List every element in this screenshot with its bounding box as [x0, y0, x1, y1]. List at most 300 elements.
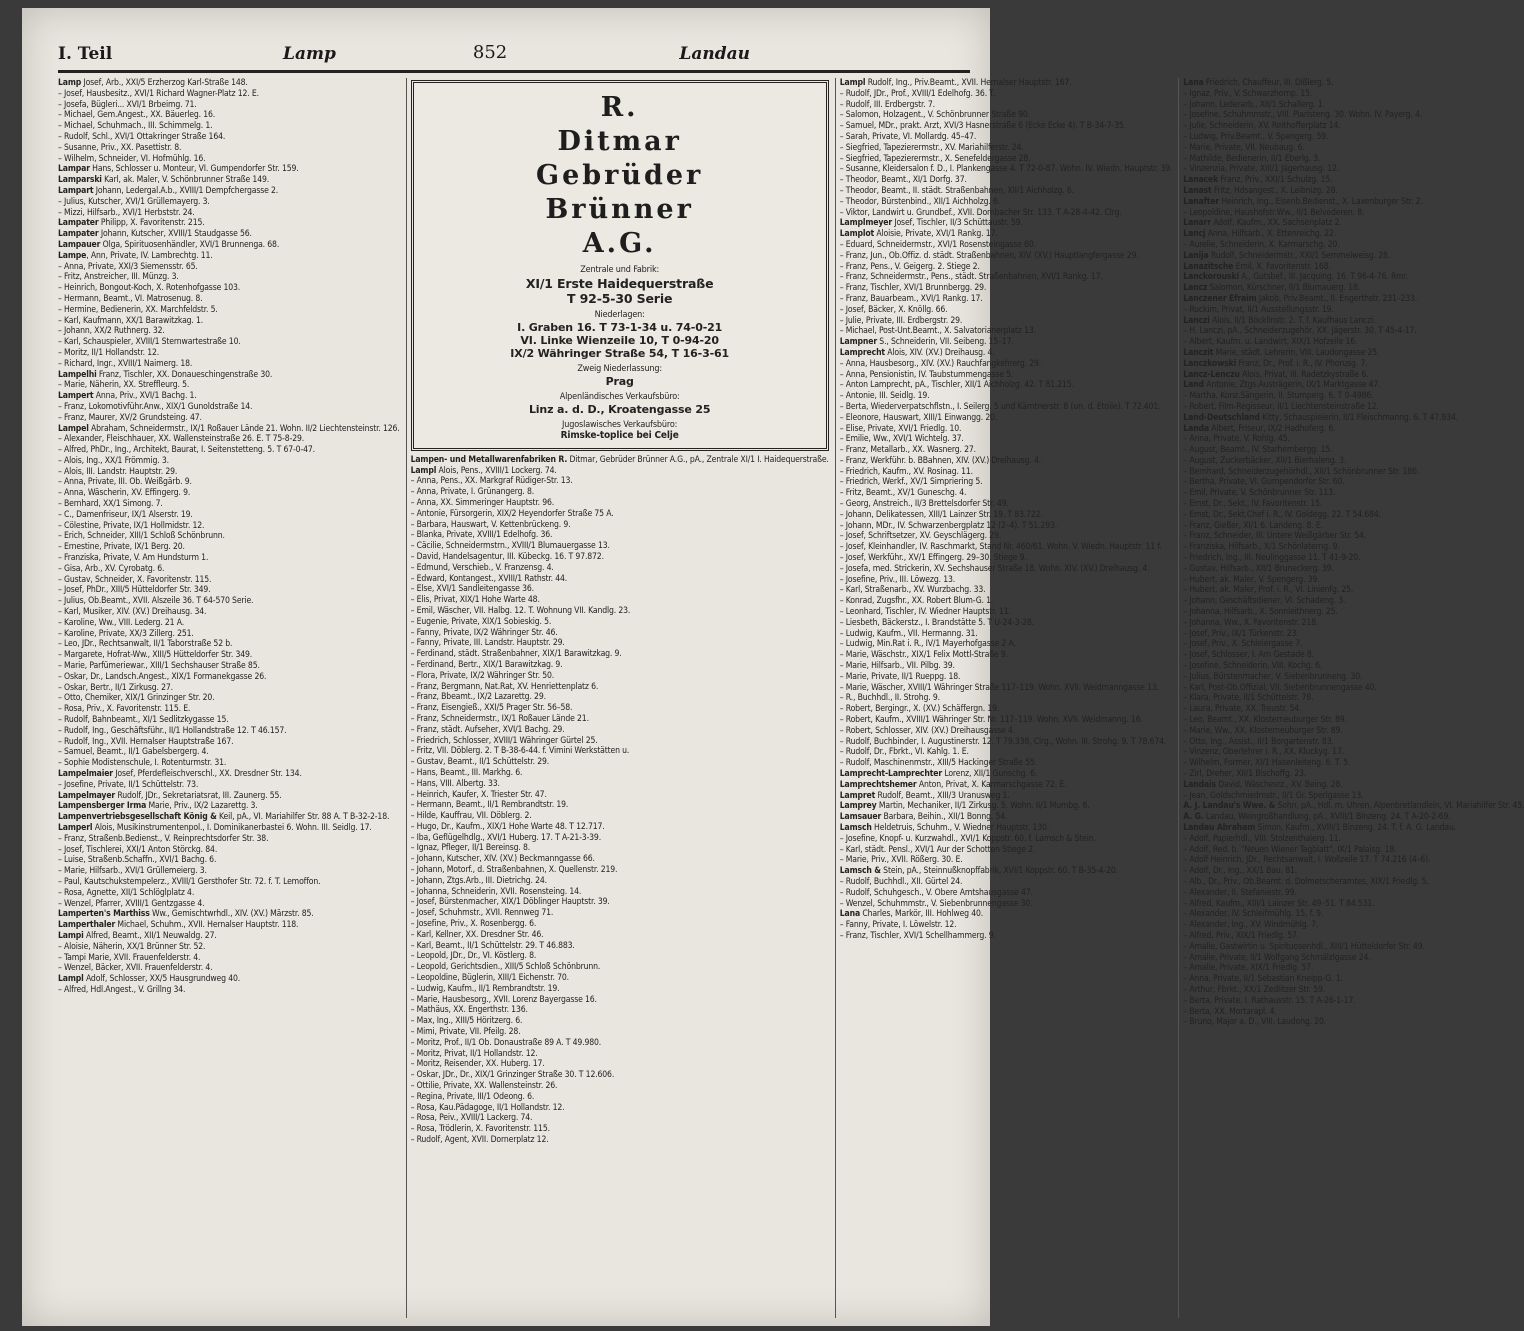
directory-entry: Lanczi Alois, II/1 Böcklinstr. 2. T. f. Kaufhaus Lanczi. — [1183, 315, 1376, 326]
directory-entry: – Fanny, Private, III. Landstr. Hauptstr. 29. — [410, 638, 565, 649]
directory-entry: Lamperl Alois, Musikinstrumentenpol., I. Dominikanerbastei 6. Wohn. III. Seidlg. 17. — [58, 822, 372, 833]
directory-entry: – Franz, Schneidermstr., Pens., städt. Straßenbahnen, XVI/1 Rankg. 17. — [839, 272, 1103, 283]
directory-entry: – Anna, Pensionistin, IV. Taubstummengasse 5. — [839, 369, 1014, 380]
directory-entry: Lampen- und Metallwarenfabriken R. Ditmar, Gebrüder Brünner A.G., pA., Zentrale XI/1 I. Haidequerstraße. — [410, 454, 829, 465]
directory-entry: – Emilie, Ww., XVI/1 Wichtelg. 37. — [839, 434, 964, 445]
directory-entry: – Johann, Kutscher, XIV. (XV.) Beckmanngasse 66. — [410, 854, 595, 865]
directory-entry: – Eleonore, Hauswart, XIII/1 Einwangg. 20. — [839, 412, 998, 423]
directory-entry: – Marie, Priv., XVII. Rößerg. 30. E. — [839, 855, 963, 866]
directory-entry: – Mizzi, Hilfsarb., XVI/1 Herbststr. 24. — [58, 207, 195, 218]
directory-entry: – Oskar, Bertr., II/1 Zirkusg. 27. — [58, 682, 173, 693]
ad-yugo: Rimske-toplice bei Celje — [560, 430, 679, 441]
directory-entry: – Theodor, Beamt., XI/1 Dorfg. 37. — [839, 175, 967, 186]
directory-entry: – Amalie, Private, XIX/1 Friedlg. 57. — [1183, 963, 1314, 974]
directory-entry: – Fritz, Anstreicher, III. Münzg. 3. — [58, 272, 179, 283]
directory-entry: – Fanny, Private, I. Löwelstr. 12. — [839, 920, 957, 931]
directory-entry: – Franz, Lokomotivführ.Anw., XIX/1 Gunoldstraße 14. — [58, 401, 253, 412]
directory-entry: – Heinrich, Kaufer, X. Triester Str. 47. — [410, 789, 547, 800]
directory-entry: – Franz, Straßenb.Bedienst., V. Reinprechtsdorfer Str. 38. — [58, 833, 269, 844]
directory-entry: – C., Damenfriseur, IX/1 Alserstr. 19. — [58, 509, 193, 520]
directory-entry: – Rosa, Priv., X. Favoritenstr. 115. E. — [58, 704, 191, 715]
directory-entry: – Berta, XX. Mortarapl. 4. — [1183, 1006, 1277, 1017]
directory-entry: – Bertha, Private, VI. Gumpendorfer Str. 60. — [1183, 477, 1345, 488]
directory-entry: – Franz, Bbeamt., IX/2 Lazarettg. 29. — [410, 692, 546, 703]
directory-entry: – Franz, Schneidermstr., IX/1 Roßauer Lände 21. — [410, 713, 589, 724]
directory-entry: – Leo, Beamt., XX. Klosterneuburger Str. 89. — [1183, 715, 1347, 726]
directory-entry: – Johann, MDr., IV. Schwarzenbergplatz 12 (2–4). T 51.293. — [839, 520, 1058, 531]
directory-entry: Lampelmayer Rudolf, JDr., Sekretariatsrat, III. Zaunerg. 55. — [58, 790, 282, 801]
directory-entry: – Salomon, Holzagent., V. Schönbrunner Straße 90. — [839, 110, 1030, 121]
directory-entry: Lamsauer Barbara, Beihin., XII/1 Bonng. 54. — [839, 812, 1008, 823]
directory-entry: Lanckorouski A., Gutsbef., III. Jacquing. 16. T 96-4-76. Rmr. — [1183, 272, 1409, 283]
directory-entry: – Richard, Ingr., XVIII/1 Naimerg. 18. — [58, 358, 193, 369]
directory-entry: – Josef, PhDr., XIII/5 Hütteldorfer Str. 349. — [58, 585, 211, 596]
directory-entry: – Mathäus, XX. Engerthstr. 136. — [410, 1005, 528, 1016]
directory-entry: – Gustav, Hilfsarb., XII/1 Bruneckerg. 39. — [1183, 563, 1334, 574]
directory-entry: – Friedrich, Kaufm., XV. Rosinag. 11. — [839, 466, 973, 477]
directory-entry: Lanija Rudolf, Schneidermstr., XXI/1 Semmelweisg. 28. — [1183, 250, 1391, 261]
directory-entry: – August, Beamt., IV. Starhembergg. 15. — [1183, 445, 1333, 456]
ditmar-advertisement — [411, 80, 829, 451]
directory-entry: – Else, XVI/1 Sandleitengasse 36. — [410, 584, 534, 595]
directory-entry: Lana Charles, Markör, III. Hohlweg 40. — [839, 909, 984, 920]
ad-branches-label: Niederlagen: — [594, 310, 645, 320]
directory-entry: – Cölestine, Private, IX/1 Hollmidstr. 12. — [58, 520, 205, 531]
directory-entry: – Amalie, Private, II/1 Wolfgang Schmälzlgasse 24. — [1183, 952, 1371, 963]
directory-entry: – Adolf, Red. b. "Neuen Wiener Tagblatt", IX/1 Palaisg. 18. — [1183, 844, 1397, 855]
ad-branch: IX/2 Währinger Straße 54, T 16-3-61 — [510, 347, 730, 360]
directory-entry: Lampi Alfred, Beamt., XII/1 Neuwaldg. 27. — [58, 930, 217, 941]
directory-entry: – Franz, Gießer, XI/1 6. Landeng. 8. E. — [1183, 520, 1323, 531]
directory-entry: – Vinzenz, Oberlehrer i. R., XX. Kluckyg. 17. — [1183, 747, 1345, 758]
directory-entry: – Adolf Heinrich, JDr., Rechtsanwalt, I. Wollzeile 17. T 74.216 (4–6). — [1183, 855, 1431, 866]
directory-entry: – Leonhard, Tischler, IV. Wiedner Hauptstr. 11. — [839, 607, 1011, 618]
directory-entry: – Robert, Schlosser, XIV. (XV.) Dreihausgasse 4. — [839, 725, 1015, 736]
part-label: I. Teil — [58, 44, 113, 64]
directory-entry: – Gustav, Beamt., II/1 Schüttelstr. 29. — [410, 757, 550, 768]
directory-entry: – Wenzel, Pfarrer, XVIII/1 Gentzgasse 4. — [58, 898, 205, 909]
directory-entry: – Marie, Ww., XX. Klosterneuburger Str. 89. — [1183, 725, 1343, 736]
directory-entry: – Franz, Schneider, III. Untere Weißgärber Str. 54. — [1183, 531, 1367, 542]
directory-entry: Lanazitsche Emil, X. Favoritenstr. 168. — [1183, 261, 1331, 272]
directory-entry: Lampensberger Irma Marie, Priv., IX/2 Lazarettg. 3. — [58, 801, 258, 812]
running-head-right-word: Landau — [679, 44, 750, 64]
directory-entry: – Johann, Ztgs.Arb., III. Dietrichg. 24. — [410, 875, 547, 886]
directory-entry: Landais David, Wäschesrz., XV. Being. 28. — [1183, 779, 1343, 790]
directory-entry: – Josef, Schlosser, I. Am Gestade 8. — [1183, 650, 1314, 661]
ad-yugo-label: Jugoslawisches Verkaufsbüro: — [562, 420, 678, 430]
directory-entry: – Hermann, Beamt., II/1 Rembrandtstr. 19. — [410, 800, 569, 811]
directory-entry: – Franz, Eisengieß., XXI/5 Prager Str. 56–58. — [410, 703, 573, 714]
directory-entry: – Theodor, Bürstenbind., XII/1 Aichholzg. 6. — [839, 196, 1001, 207]
directory-entry: – Aurelie, Schneiderin, X. Karmarschg. 20. — [1183, 239, 1340, 250]
directory-entry: – Mimi, Private, VII. Pfeilg. 28. — [410, 1027, 521, 1038]
directory-entry: – Leopold, JDr., Dr., VI. Köstlerg. 8. — [410, 951, 537, 962]
directory-entry: Lampl Adolf, Schlosser, XX/5 Hausgrundweg 40. — [58, 974, 241, 985]
column-1 — [58, 78, 400, 1318]
directory-entry: – Franz, Bergmann, Nat.Rat, XV. Henriettenplatz 6. — [410, 681, 599, 692]
directory-entry: – Josef, Tischlerei, XXI/1 Anton Störckg. 84. — [58, 844, 218, 855]
directory-entry: – Julius, Kutscher, XVI/1 Grüllemayerg. 3. — [58, 196, 210, 207]
directory-entry: – Josef, Schriftsetzer, XV. Geyschlägerg. 29. — [839, 531, 1002, 542]
directory-entry: – Moritz, Reisender, XX. Huberg. 17. — [410, 1059, 545, 1070]
directory-entry: – Vinzenzia, Private, XIII/1 Jägerhausg. 12. — [1183, 164, 1340, 175]
directory-entry: – Rudolf, Dr., Fbrkt., VI. Kahlg. 1. E. — [839, 747, 969, 758]
directory-entry: – Siegfried, Tapezierermstr., XV. Mariahilferstr. 24. — [839, 142, 1024, 153]
directory-entry: – Anna, Pens., XX. Markgraf Rüdiger-Str. 13. — [410, 476, 573, 487]
directory-entry: – Karl, Beamt., II/1 Schüttelstr. 29. T 46.883. — [410, 940, 575, 951]
directory-entry: – Rudolf, Schuhgesch., V. Obere Amtshausgasse 47. — [839, 887, 1033, 898]
directory-entry: – Friedrich, Schlosser, XVIII/1 Währinger Gürtel 25. — [410, 735, 598, 746]
directory-entry: Lampret Rudolf, Beamt., XIII/3 Uranusweg 1. — [839, 790, 1010, 801]
directory-entry: – Leopoldine, Büglerin, XIII/1 Eichenstr. 70. — [410, 973, 569, 984]
directory-entry: – Emil, Private, V. Schönbrunner Str. 113. — [1183, 488, 1336, 499]
directory-entry: Land Antonie, Ztgs.Austrägerin, IX/1 Marktgasse 47. — [1183, 380, 1381, 391]
ad-prague: Prag — [605, 375, 634, 388]
directory-entry: – Martha, Konz.Sängerin, II. Stumperg. 6. T 0-4986. — [1183, 391, 1374, 402]
ad-brand-line: Gebrüder — [536, 160, 704, 191]
directory-entry: – Laura, Private, XX. Treustr. 54. — [1183, 704, 1302, 715]
directory-entry: – Johann, XX/2 Ruthnerg. 32. — [58, 326, 165, 337]
directory-entry: – Karl, Musiker, XIV. (XV.) Dreihausg. 34. — [58, 607, 207, 618]
directory-entry: – Ernst, Dr., Sekt., IV. Favoritenstr. 15. — [1183, 499, 1323, 510]
directory-entry: – Rudolf, Schl., XVI/1 Ottakringer Straße 164. — [58, 131, 226, 142]
ad-branch: I. Graben 16. T 73-1-34 u. 74-0-21 — [517, 321, 723, 334]
directory-entry: – Marie, Hilfsarb., VII. Pilbg. 39. — [839, 661, 955, 672]
directory-entry: – Aloisie, Näherin, XX/1 Brünner Str. 52. — [58, 941, 206, 952]
directory-entry: – Samuel, Beamt., II/1 Gabelsbergerg. 4. — [58, 747, 209, 758]
directory-entry: – Karl, Schauspieler, XVIII/1 Sternwartestraße 10. — [58, 337, 241, 348]
directory-entry: – Marie, Näherin, XX. Streffleurg. 5. — [58, 380, 190, 391]
directory-entry: – Ignaz, Priv., V. Schwarzhornp. 15. — [1183, 88, 1313, 99]
column-3 — [835, 78, 1173, 1318]
directory-entry: – Georg, Anstreich., II/3 Brettelsdorfer Str. 49. — [839, 499, 1009, 510]
directory-entry: – Karl, Post-Ob.Offizial, VII. Siebenbrunnengasse 40. — [1183, 682, 1377, 693]
directory-entry: Lamprey Martin, Mechaniker, II/1 Zirkusg. 5. Wohn. II/1 Mumbg. 6. — [839, 801, 1090, 812]
directory-entry: – Robert, Film-Regisseur, II/1 Liechtensteinstraße 12. — [1183, 401, 1379, 412]
directory-entry: Lancj Anna, Hilfsarb., X. Ettenreichg. 22. — [1183, 229, 1337, 240]
directory-entry: Lamplot Aloisie, Private, XVI/1 Rankg. 17. — [839, 229, 998, 240]
directory-entry: – Rudolf, Ing., Geschäftsführ., II/1 Hollandstraße 12. T 46.157. — [58, 725, 287, 736]
directory-entry: – Alb., Dr., Priv., Ob.Beamt. d. Dolmetscheramtes, XIX/1 Friedlg. 5. — [1183, 876, 1429, 887]
directory-entry: – Michael, Schuhmach., III. Schimmelg. 1. — [58, 121, 213, 132]
directory-entry: Lampe, Ann, Private, IV. Lambrechtg. 11. — [58, 250, 213, 261]
directory-entry: – Sophie Modistenschule, I. Rotenturmstr. 31. — [58, 758, 227, 769]
directory-entry: Lampater Johann, Kutscher, XVIII/1 Staudgasse 56. — [58, 229, 252, 240]
directory-entry: – Josef, Kleinhandler, IV. Raschmarkt, Stand Nr. 460/61. Wohn. V. Wiedn. Hauptstr. 11 f. — [839, 542, 1162, 553]
directory-entry: – Barbara, Hauswart, V. Kettenbrückeng. 9. — [410, 519, 571, 530]
directory-entry: Lanczkowski Franz, Dr., Prof. i. R., IV. Phorusg. 7. — [1183, 358, 1368, 369]
directory-entry: – Elise, Private, XVI/1 Friedlg. 10. — [839, 423, 962, 434]
ad-linz: Linz a. d. D., Kroatengasse 25 — [528, 403, 711, 416]
directory-entry: – Franz, städt. Aufseher, XVI/1 Bachg. 29. — [410, 724, 565, 735]
directory-entry: – Eduard, Schneidermstr., XVI/1 Rosensteingasse 60. — [839, 239, 1036, 250]
directory-entry: – Klara, Private, II/1 Schüttelstr. 78. — [1183, 693, 1314, 704]
directory-entry: – Ludwig, Kaufm., VII. Hermanng. 31. — [839, 628, 978, 639]
running-head — [58, 42, 960, 72]
directory-entry: – Ernst, Dr., Sekt.Chef i. R., IV. Goldegg. 22. T 54.684. — [1183, 509, 1381, 520]
directory-entry: – Johann, Lederarb., XII/1 Schallerg. 1. — [1183, 99, 1325, 110]
directory-entry: – Edmund, Verschieb., V. Franzensg. 4. — [410, 562, 554, 573]
directory-entry: Lampart Johann, Ledergal.A.b., XVIII/1 Dempfchergasse 2. — [58, 185, 279, 196]
directory-entry: – Ignaz, Pfleger, II/1 Bereinsg. 8. — [410, 843, 531, 854]
directory-entry: – Marie, Private, VII. Neubaug. 6. — [1183, 142, 1305, 153]
directory-entry: Lamprechtshemer Anton, Privat, X. Karmarschgasse 72. E. — [839, 779, 1067, 790]
directory-entry: Lampl Alois, Pens., XVIII/1 Lockerg. 74. — [410, 465, 557, 476]
ad-prague-label: Zweig Niederlassung: — [577, 364, 662, 374]
directory-entry: – Bernhard, Schneiderzugehörhdl., XII/1 Schönbrunner Str. 186. — [1183, 466, 1420, 477]
directory-entry: – Gustav, Schneider, X. Favoritenstr. 115. — [58, 574, 212, 585]
directory-entry: – Oskar, JDr., Dr., XIX/1 Grinzinger Straße 30. T 12.606. — [410, 1070, 615, 1081]
directory-entry: – Alfred, Priv., XIX/1 Friedlg. 57. — [1183, 930, 1300, 941]
directory-entry: Lampelmaier Josef, Pferdefleischverschl., XX. Dresdner Str. 134. — [58, 769, 302, 779]
directory-entry: Lampauer Olga, Spirituosenhändler, XVI/1 Brunnenga. 68. — [58, 239, 280, 250]
directory-entry: – Gisa, Arb., XV. Cyrobatg. 6. — [58, 563, 165, 574]
directory-entry: – Rosa, Peiv., XVIII/1 Lackerg. 74. — [410, 1113, 533, 1124]
directory-entry: – Franz, Tischler, XVI/1 Schellhammerg. 9. — [839, 930, 996, 941]
directory-entry: – Franziska, Private, V. Am Hundsturm 1. — [58, 553, 209, 564]
directory-entry: – Anna, Private, XXI/3 Siemensstr. 65. — [58, 261, 198, 272]
directory-entry: – Josef, Werkführ., XV/1 Effingerg. 29–30. Stiege 9. — [839, 553, 1027, 564]
directory-entry: – Emil, Wäscher, VII. Halbg. 12. T. Wohnung VII. Kandlg. 23. — [410, 605, 631, 616]
directory-entry: – Edward, Kontangest., XVIII/1 Rathstr. 44. — [410, 573, 568, 584]
directory-entry: Lana Friedrich, Chauffeur, III. Dißlerg. 5. — [1183, 78, 1334, 88]
directory-entry: Lamplmeyer Josef, Tischler, II/3 Schüttaustr. 59. — [839, 218, 1023, 229]
directory-entry: – Bernhard, XX/1 Simong. 7. — [58, 499, 163, 510]
directory-entry: – Alexander, Ing., XV. Windmühlg. 7. — [1183, 920, 1319, 931]
ad-hq-label: Zentrale und Fabrik: — [580, 265, 660, 275]
directory-entry: – Erich, Schneider, XIII/1 Schloß Schönbrunn. — [58, 531, 225, 542]
directory-entry: – Fritz, Beamt., XV/1 Guneschg. 4. — [839, 488, 967, 499]
directory-entry: – Hubert, ak. Maler, V. Spengerg. 39. — [1183, 574, 1320, 585]
directory-entry: – Alexander, Fleischhauer, XX. Wallensteinstraße 26. E. T 75-8-29. — [58, 434, 305, 445]
column-2-entries — [411, 455, 829, 1146]
directory-entry: Lampenvertriebsgesellschaft König & Keil, pA., VI. Mariahilfer Str. 88 A. T B-32-2-18. — [58, 812, 390, 823]
directory-entry: Lanast Fritz, Hdsangest., X. Leibnizg. 28. — [1183, 185, 1338, 196]
directory-entry: – Johann, Motorf., d. Straßenbahnen, X. Quellenstr. 219. — [410, 865, 618, 876]
directory-entry: – Josefa, Bügleri... XVI/1 Brbeimg. 71. — [58, 99, 197, 110]
directory-entry: – Marie, Hilfsarb., XVI/1 Grüllemeierg. 3. — [58, 866, 207, 877]
directory-entry: – Josef, Schuhmstr., XVII. Rennweg 71. — [410, 908, 554, 919]
directory-entry: – Franz, Jun., Ob.Offiz. d. städt. Straßenbahnen, XIV. (XV.) Hauptlangfergasse 29. — [839, 250, 1139, 261]
directory-entry: – Fanny, Private, IX/2 Währinger Str. 46. — [410, 627, 558, 638]
directory-entry: Lampater Philipp, X. Favoritenstr. 215. — [58, 218, 205, 229]
directory-entry: Landau Abraham Simon, Kaufm., XVIII/1 Binzeng. 24. T. f. A. G. Landau. — [1183, 822, 1457, 833]
directory-entry: – Julius, Bürstenmacher, V. Siebenbrunneng. 30. — [1183, 671, 1363, 682]
directory-entry: – Anna, Wäscherin, XV. Effingerg. 9. — [58, 488, 191, 499]
directory-entry: Lamperthaler Michael, Schuhm., XVII. Hernalser Hauptstr. 118. — [58, 920, 299, 931]
directory-entry: – Blanka, Private, XVIII/1 Edelhofg. 36. — [410, 530, 553, 541]
ad-brand-line: R. — [600, 92, 639, 123]
directory-entry: – Rosa, Agnette, XII/1 Schlöglplatz 4. — [58, 887, 195, 898]
directory-entry: Lancz Salomon, Kürschner, II/1 Blumauerg. 18. — [1183, 283, 1360, 294]
directory-entry: – Josefine, Schuhmmstr., VIII. Piaristeng. 30. Wohn. IV. Payerg. 4. — [1183, 110, 1423, 121]
directory-entry: – Rudolf, Maschinenmstr., XIII/5 Hackinger Straße 55. — [839, 758, 1038, 769]
directory-entry: Lamperten's Marthiss Ww., Gemischtwrhdl., XIV. (XV.) Märzstr. 85. — [58, 909, 314, 920]
directory-entry: – Wenzel, Bäcker, XVII. Frauenfelderstr. 4. — [58, 963, 213, 974]
directory-entry: – Cäcilie, Schneidermstrn., XVIII/1 Blumauergasse 13. — [410, 541, 610, 552]
directory-entry: – Ruckim, Privat, II/1 Ausstellungsstr. 19. — [1183, 304, 1334, 315]
directory-entry: – Anna, XX. Simmeringer Hauptstr. 96. — [410, 497, 555, 508]
directory-entry: – Josefine, Private, II/1 Schüttelstr. 73. — [58, 779, 199, 790]
directory-entry: – Karl, Kellner, XX. Dresdner Str. 46. — [410, 929, 544, 940]
directory-entry: – Marie, Parfümeriewar., XIII/1 Sechshauser Straße 85. — [58, 661, 260, 672]
running-head-left-word: Lamp — [283, 44, 336, 64]
directory-entry: – Berta, Wiederverpatschflstn., I. Seilerg. 5 und Kärntnerstr. 8 (un. d. Etoile). T 72.401. — [839, 401, 1161, 412]
directory-entry: – H. Lanczi, pA., Schneiderzugehör, XX. Jägerstr. 30. T 45-4-17. — [1183, 326, 1417, 337]
directory-entry: – Ludwig, Min.Rat i. R., IV/1 Mayerhofgasse 2 A. — [839, 639, 1016, 650]
directory-entry: – Berta, Private, I. Rathausstr. 15. T A-26-1-17. — [1183, 995, 1356, 1006]
directory-entry: – Adolf, Papierhdl., VIII. Stolzenthalerg. 11. — [1183, 833, 1341, 844]
directory-entry: – Josef, Priv., X. Schleiergasse 7. — [1183, 639, 1303, 650]
directory-page — [22, 8, 1524, 1326]
directory-entry: – Michael, Post-Unt.Beamt., X. Salvatorianerplatz 13. — [839, 326, 1036, 337]
directory-entry: – Franz, Maurer, XV/2 Grundsteing. 47. — [58, 412, 202, 423]
directory-entry: – Adolf, Dr., Ing., XX/1 Bau. 81. — [1183, 866, 1298, 877]
directory-entry: Lampert Anna, Priv., XVI/1 Bachg. 1. — [58, 391, 197, 402]
directory-entry: A. G. Landau, Weingroßhandlung, pA., XVIII/1 Binzeng. 24. T A-20-2-69. — [1183, 812, 1451, 823]
directory-entry: – Margarete, Hofrat-Ww., XIII/5 Hütteldorfer Str. 349. — [58, 650, 253, 661]
directory-entry: – Rudolf, Bahnbeamt., XI/1 Sedlitzkygasse 15. — [58, 715, 229, 726]
directory-entry: – Josefine, Priv., III. Löwezg. 13. — [839, 574, 956, 585]
directory-entry: – Viktor, Landwirt u. Grundbef., XVII. Dornbacher Str. 133. T A-28-4-42. Clrg. — [839, 207, 1122, 218]
directory-entry: – Hubert, ak. Maler, Prof. i. R., VI. Linienfg. 25. — [1183, 585, 1354, 596]
directory-entry: – Josef, Bäcker, X. Knöllg. 66. — [839, 304, 948, 315]
directory-entry: – Iba, Geflügelhdlg., XVI/1 Huberg. 17. T A-21-3-39. — [410, 832, 602, 843]
column-2 — [406, 78, 829, 1318]
directory-entry: – R., Buchhdl., II. Strohg. 9. — [839, 693, 940, 704]
directory-entry: – Amalie, Gastwirtin u. Spirituosenhdl., XIII/1 Hütteldorfer Str. 49. — [1183, 941, 1425, 952]
directory-entry: – Paul, Kautschukstempelerz., XVIII/1 Gersthofer Str. 72. f. T. Lemoffon. — [58, 876, 321, 887]
directory-entry: – Alfred, Hdl.Angest., V. Grillng 34. — [58, 984, 186, 995]
directory-entry: Lanafter Heinrich, Ing., Eisenb.Bedienst., X. Laxenburger Str. 2. — [1183, 196, 1423, 207]
directory-entry: – Susanne, Priv., XX. Pasettistr. 8. — [58, 142, 182, 153]
directory-entry: – Antonie, III. Seidlg. 19. — [839, 391, 930, 402]
directory-entry: – Antonie, Fürsorgerin, XIX/2 Heyendorfer Straße 75 A. — [410, 508, 614, 519]
directory-entry: – Albert, Kaufm. u. Landwirt, XIX/1 Hofzeile 16. — [1183, 337, 1358, 348]
directory-entry: – Robert, Kaufm., XVIII/1 Währinger Str. Nr. 117–119. Wohn. XVII. Weidmanng. 16. — [839, 715, 1143, 726]
directory-entry: – Josef, Bürstenmacher, XIX/1 Döblinger Hauptstr. 39. — [410, 897, 610, 908]
directory-entry: Lamsch Heldetruis, Schuhm., V. Wiedner Hauptstr. 130. — [839, 822, 1050, 833]
directory-entry: – Alois, Ing., XX/1 Frömmig. 3. — [58, 455, 169, 466]
directory-entry: – Hermine, Bedienerin, XX. Marchfeldstr. 5. — [58, 304, 218, 315]
directory-entry: – Ludwig, Priv.Beamt., V. Spengerg. 59. — [1183, 131, 1329, 142]
directory-entry: – Anna, Private, V. Rohlg. 45. — [1183, 434, 1290, 445]
directory-entry: – Friedrich, Ing., III. Neulinggasse 11. T 41-9-20. — [1183, 553, 1361, 564]
directory-entry: – Ferdinand, städt. Straßenbahner, XIX/1 Barawitzkag. 9. — [410, 649, 622, 660]
directory-entry: – Franz, Werkführ. b. BBahnen, XIV. (XV.) Dreihausg. 4. — [839, 455, 1042, 466]
ad-brand-line: A.G. — [582, 228, 657, 259]
directory-entry: – Franz, Metallarb., XX. Wasnerg. 27. — [839, 445, 976, 456]
directory-entry: Lampar Hans, Schlosser u. Monteur, VI. Gumpendorfer Str. 159. — [58, 164, 299, 175]
directory-entry: – Arthur, Fbrkt., XX/1 Zedlitzer Str. 59. — [1183, 984, 1326, 995]
directory-entry: – Theodor, Beamt., II. städt. Straßenbahnen, XII/1 Aichholzg. 6. — [839, 185, 1074, 196]
directory-entry: – Johann, Delikatessen, XIII/1 Lainzer Str. 19. T 83.722. — [839, 509, 1043, 520]
directory-entry: – Ernestine, Private, IX/1 Berg. 20. — [58, 542, 185, 553]
directory-entry: – Friedrich, Werkf., XV/1 Simpriering 5. — [839, 477, 983, 488]
directory-entry: – Marie, Private, II/1 Rueppg. 18. — [839, 671, 961, 682]
directory-entry: – Alfred, PhDr., Ing., Architekt, Baurat, I. Seitenstetteng. 5. T 67-0-47. — [58, 445, 315, 456]
directory-entry: – Tampi Marie, XVII. Frauenfelderstr. 4. — [58, 952, 201, 963]
directory-entry: – Wilhelm, Schneider, VI. Hofmühlg. 16. — [58, 153, 206, 164]
ad-hq-phone: T 92-5-30 Serie — [567, 291, 673, 306]
directory-entry: Lamprecht Alois, XIV. (XV.) Dreihausg. 4. — [839, 347, 995, 358]
directory-entry: Lanacek Franz, Priv., XXI/1 Schulzg. 15. — [1183, 175, 1333, 186]
directory-entry: – Elis, Privat, XIX/1 Hohe Warte 48. — [410, 595, 540, 606]
directory-entry: – Konrad, Zugsfhr., XX. Robert Blum-G. 1. — [839, 596, 994, 607]
directory-entry: – Rudolf, Buchhdl., XII. Gürtel 24. — [839, 876, 963, 887]
directory-entry: – Luise, Straßenb.Schaffn., XVI/1 Bachg. 6. — [58, 855, 217, 866]
directory-entry: – Wilhelm, Former, XI/1 Hasenleiteng. 6. T. 5. — [1183, 758, 1351, 769]
directory-entry: – Zirl, Dreher, XII/1 Bischoffg. 23. — [1183, 769, 1307, 779]
directory-entry: – Sarah, Private, VI. Mollardg. 45–47. — [839, 131, 977, 142]
directory-entry: – Siegfried, Tapezierermstr., X. Senefeldergasse 28. — [839, 153, 1031, 164]
directory-entry: – Rudolf, III. Erdbergstr. 7. — [839, 99, 935, 110]
directory-entry: – Julius, Ob.Beamt., XVII. Alszeile 36. T 64-570 Serie. — [58, 596, 254, 607]
directory-entry: – Bruno, Major a. D., VIII. Laudong. 20. — [1183, 1017, 1327, 1028]
directory-entry: – August, Zuckerbäcker, XII/1 Bierhaleng. 3. — [1183, 455, 1347, 466]
directory-entry: – Franz, Tischler, XVI/1 Brunnbergg. 29. — [839, 283, 987, 294]
ad-brand-line: Brünner — [545, 194, 694, 225]
directory-entry: – Liesbeth, Bäckerstz., I. Brandstätte 5. T U-24-3-28. — [839, 617, 1034, 628]
directory-entry: – Marie, Wäscher, XVIII/1 Währinger Straße 117–119. Wohn. XVII. Weidmanngasse 13. — [839, 682, 1159, 693]
directory-entry: – Moritz, Prof., II/1 Ob. Donaustraße 89 A. T 49.980. — [410, 1037, 602, 1048]
directory-entry: – Karoline, Private, XX/3 Zillerg. 251. — [58, 628, 194, 639]
directory-entry: – Eugenie, Private, XIX/1 Sobieskig. 5. — [410, 616, 552, 627]
directory-entry: – Alexander, II. Stefaniestr. 99. — [1183, 887, 1297, 898]
directory-entry: – Rosa, Trödlerin, X. Favoritenstr. 115. — [410, 1124, 550, 1135]
directory-entry: – Moritz, II/1 Hollandstr. 12. — [58, 347, 160, 358]
ad-hq-address: XI/1 Erste Haidequerstraße — [525, 276, 714, 291]
directory-entry: – Max, Ing., XIII/5 Höritzerg. 6. — [410, 1016, 523, 1027]
directory-entry: – Flora, Private, IX/2 Währinger Str. 50. — [410, 670, 555, 681]
directory-entry: Lanarr Adolf, Kaufm., XX. Sachsenplatz 2. — [1183, 218, 1342, 229]
ad-linz-label: Alpenländisches Verkaufsbüro: — [559, 392, 680, 402]
directory-entry: – Oskar, Dr., Landsch.Angest., XIX/1 Formanekgasse 26. — [58, 671, 267, 682]
directory-entry: – Julie, Schneiderin, XV. Reithofferplatz 14. — [1183, 121, 1341, 132]
directory-entry: – Fritz, VII. Döblerg. 2. T B-38-6-44. f. Vimini Werkstätten u. — [410, 746, 630, 757]
directory-entry: – Josef, Hausbesitz., XVI/1 Richard Wagner-Platz 12. E. — [58, 88, 259, 99]
directory-entry: – Leopoldine, Haushofstr.Ww., II/1 Belvederen. 8. — [1183, 207, 1365, 218]
directory-entry: – Ludwig, Kaufm., II/1 Rembrandtstr. 19. — [410, 983, 560, 994]
directory-entry: – Johanna, Ww., X. Favoritenstr. 218. — [1183, 617, 1319, 628]
directory-entry: – Karl, Straßenarb., XV. Wurzbachg. 33. — [839, 585, 986, 596]
directory-entry: – Hans, Beamt., III. Markhg. 6. — [410, 767, 523, 778]
entry-columns — [58, 78, 1524, 1318]
directory-entry: – Samuel, MDr., prakt. Arzt, XVI/3 Hasnerstraße 6 (Ecke Ecke 4). T B-34-7-35. — [839, 121, 1126, 132]
directory-entry: – Hugo, Dr., Kaufm., XIX/1 Hohe Warte 48. T 12.717. — [410, 821, 605, 832]
directory-entry: – Josefine, Schneiderin, VIII. Kochg. 6. — [1183, 661, 1323, 672]
directory-entry: – Alexander, IV. Schleifmühlg. 15, f. 9. — [1183, 909, 1324, 920]
page-number: 852 — [472, 42, 508, 63]
directory-entry: – Susanne, Kleidersalon f. D., I. Plankengasse 4. T 72-0-87. Wohn. IV. Wiedn. Hauptstr. 39. — [839, 164, 1173, 175]
directory-entry: – Leopold, Gerichtsdien., XIII/5 Schloß Schönbrunn. — [410, 962, 601, 973]
directory-entry: – Hilde, Kauffrau, VII. Döblerg. 2. — [410, 811, 532, 822]
directory-entry: – Alois, III. Landstr. Hauptstr. 29. — [58, 466, 178, 477]
directory-entry: – Josef, Priv., IX/1 Türkenstr. 23. — [1183, 628, 1299, 639]
directory-entry: – Karoline, Ww., VIII. Lederg. 21 A. — [58, 617, 185, 628]
directory-entry: Lamparski Karl, ak. Maler, V. Schönbrunner Straße 149. — [58, 175, 270, 186]
directory-entry: – Franz, Bauarbeam., XVI/1 Rankg. 17. — [839, 293, 983, 304]
ad-brand-line: Ditmar — [557, 126, 682, 157]
directory-entry: – Anna, Private, III. Ob. Weißgärb. 9. — [58, 477, 192, 488]
directory-entry: – Hermann, Beamt., VI. Matrosenug. 8. — [58, 293, 203, 304]
directory-entry: Land-Deutschland Kitty, Schauspielerin, II/1 Fleischmanng. 6. T 47.934. — [1183, 412, 1458, 423]
directory-entry: Lampner S., Schneiderin, VII. Seibeng. 15–17. — [839, 337, 1014, 348]
directory-entry: Lampelhi Franz, Tischler, XX. Donaueschingenstraße 30. — [58, 369, 273, 380]
directory-entry: – Julie, Private, III. Erdbergstr. 29. — [839, 315, 963, 326]
directory-entry: – Marie, Wäschstr., XIX/1 Felix Mottl-Straße 9. — [839, 650, 1008, 661]
